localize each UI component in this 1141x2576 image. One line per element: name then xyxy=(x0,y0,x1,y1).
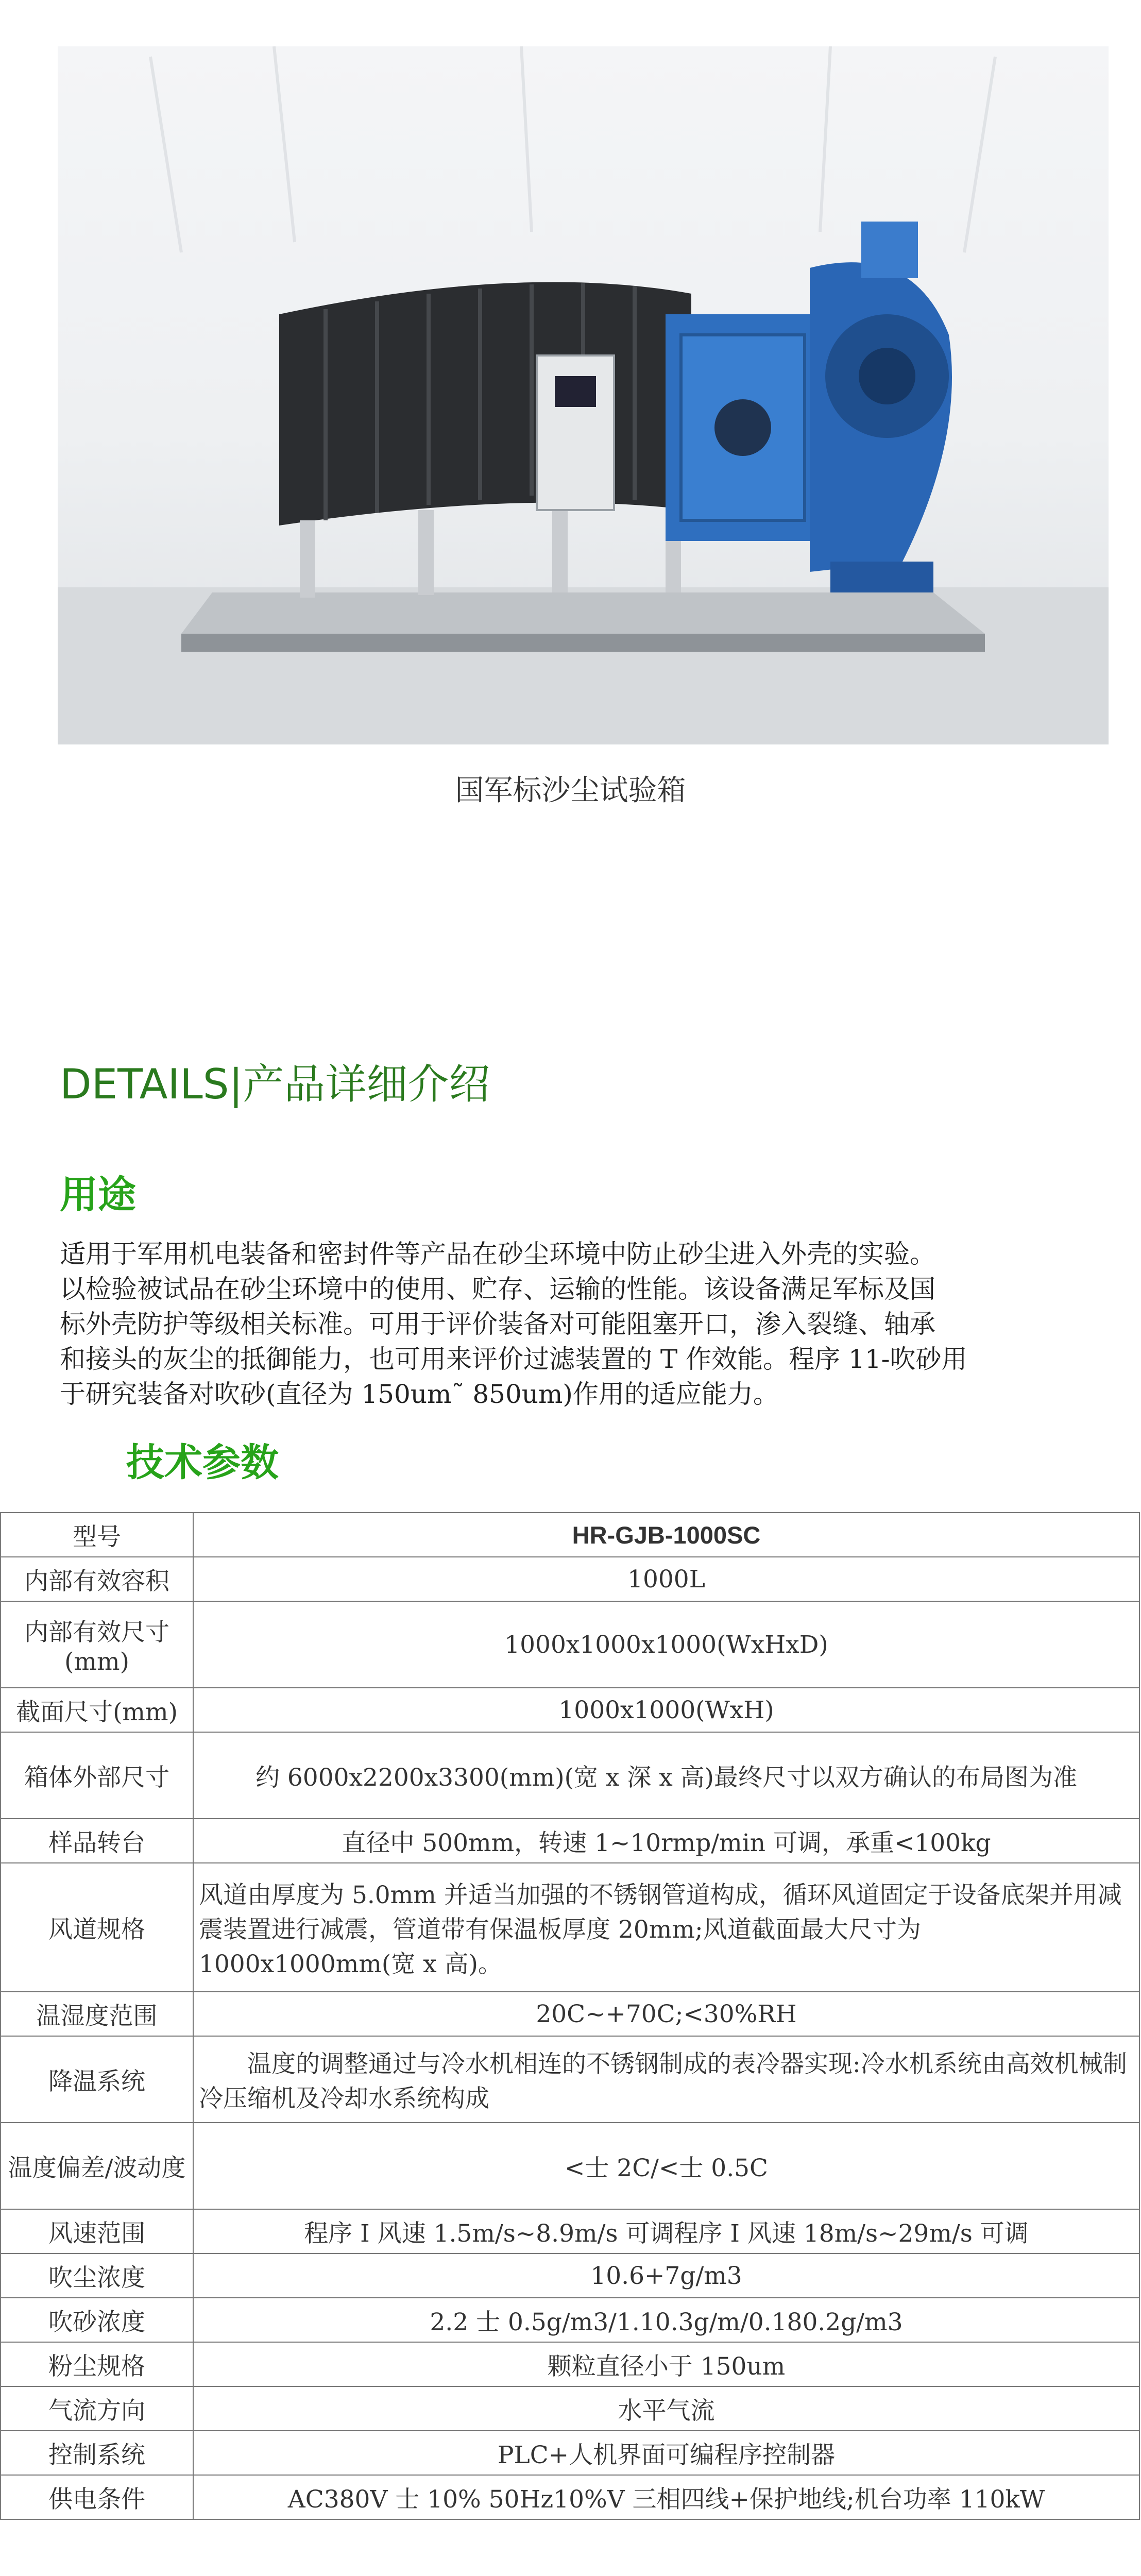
usage-line: 标外壳防护等级相关标准。可用于评价装备对可能阻塞开口，渗入裂缝、轴承 xyxy=(60,1309,935,1339)
usage-heading: 用途 xyxy=(60,1173,136,1217)
usage-line: 适用于军用机电装备和密封件等产品在砂尘环境中防止砂尘进入外壳的实验。 xyxy=(60,1239,935,1269)
spec-value: 水平气流 xyxy=(193,2386,1139,2431)
table-row xyxy=(1,1513,1139,1557)
usage-line: 于研究装备对吹砂(直径为 150um˜ 850um)作用的适应能力。 xyxy=(60,1379,779,1409)
spec-key: 粉尘规格 xyxy=(1,2342,193,2386)
spec-key: 风速范围 xyxy=(1,2209,193,2253)
spec-key: 吹砂浓度 xyxy=(1,2298,193,2342)
table-row xyxy=(1,2036,1139,2123)
details-heading-cn: 产品详细介绍 xyxy=(243,1060,490,1108)
table-row xyxy=(1,1688,1139,1732)
spec-value: 1000x1000x1000(WxHxD) xyxy=(193,1601,1139,1688)
spec-key: 控制系统 xyxy=(1,2431,193,2475)
spec-value: AC380V 士 10% 50Hz10%V 三相四线+保护地线;机台功率 110kW xyxy=(193,2475,1139,2519)
tech-params-heading: 技术参数 xyxy=(126,1440,279,1485)
spec-key: 型号 xyxy=(1,1513,193,1557)
table-row xyxy=(1,1557,1139,1601)
spec-key: 温湿度范围 xyxy=(1,1992,193,2036)
table-row xyxy=(1,2123,1139,2209)
spec-value: 2.2 士 0.5g/m3/1.10.3g/m/0.180.2g/m3 xyxy=(193,2298,1139,2342)
spec-value: 约 6000x2200x3300(mm)(宽 x 深 x 高)最终尺寸以双方确认的布局图为准 xyxy=(193,1732,1139,1819)
spec-key: 箱体外部尺寸 xyxy=(1,1732,193,1819)
table-row xyxy=(1,1992,1139,2036)
table-row xyxy=(1,2342,1139,2386)
spec-key: 吹尘浓度 xyxy=(1,2253,193,2298)
table-row xyxy=(1,2209,1139,2253)
spec-value: 1000L xyxy=(193,1557,1139,1601)
spec-key: 样品转台 xyxy=(1,1819,193,1863)
usage-line: 以检验被试品在砂尘环境中的使用、贮存、运输的性能。该设备满足军标及国 xyxy=(60,1274,935,1304)
spec-value: 程序 I 风速 1.5m/s~8.9m/s 可调程序 I 风速 18m/s~29m/s 可调 xyxy=(193,2209,1139,2253)
spec-key: 气流方向 xyxy=(1,2386,193,2431)
spec-value: PLC+人机界面可编程序控制器 xyxy=(193,2431,1139,2475)
spec-key: 降温系统 xyxy=(1,2036,193,2123)
table-row xyxy=(1,1819,1139,1863)
details-heading-en: DETAILS| xyxy=(60,1060,243,1108)
usage-paragraph xyxy=(60,1236,987,1412)
spec-table xyxy=(0,1512,1140,2520)
spec-value: 直径中 500mm，转速 1~10rmp/min 可调，承重<100kg xyxy=(193,1819,1139,1863)
table-row xyxy=(1,1863,1139,1992)
spec-value: 10.6+7g/m3 xyxy=(193,2253,1139,2298)
spec-value: 1000x1000(WxH) xyxy=(193,1688,1139,1732)
table-row xyxy=(1,2253,1139,2298)
spec-value: 颗粒直径小于 150um xyxy=(193,2342,1139,2386)
table-row xyxy=(1,1601,1139,1688)
table-row xyxy=(1,1732,1139,1819)
table-row xyxy=(1,2298,1139,2342)
spec-value: 20C~+70C;<30%RH xyxy=(193,1992,1139,2036)
details-heading xyxy=(60,1051,490,1110)
sand-dust-chamber-illustration xyxy=(58,46,1109,744)
spec-key: 内部有效尺寸(mm) xyxy=(1,1601,193,1688)
spec-key: 供电条件 xyxy=(1,2475,193,2519)
usage-line: 和接头的灰尘的抵御能力，也可用来评价过滤装置的 T 作效能。程序 11-吹砂用 xyxy=(60,1344,967,1374)
spec-value: 风道由厚度为 5.0mm 并适当加强的不锈钢管道构成，循环风道固定于设备底架并用减震装置进行减震，管道带有保温板厚度 20mm;风道截面最大尺寸为 1000x1000mm(宽 x 高)。 xyxy=(193,1863,1139,1992)
product-photo xyxy=(58,46,1109,744)
spec-key: 风道规格 xyxy=(1,1863,193,1992)
spec-value: <士 2C/<士 0.5C xyxy=(193,2123,1139,2209)
product-caption: 国军标沙尘试验箱 xyxy=(455,774,686,807)
spec-value: HR-GJB-1000SC xyxy=(193,1513,1139,1557)
spec-key: 内部有效容积 xyxy=(1,1557,193,1601)
table-row xyxy=(1,2386,1139,2431)
spec-key: 截面尺寸(mm) xyxy=(1,1688,193,1732)
spec-value: 温度的调整通过与冷水机相连的不锈钢制成的表冷器实现:冷水机系统由高效机械制冷压缩机及冷却水系统构成 xyxy=(193,2036,1139,2123)
spec-key: 温度偏差/波动度 xyxy=(1,2123,193,2209)
table-row xyxy=(1,2431,1139,2475)
table-row xyxy=(1,2475,1139,2519)
